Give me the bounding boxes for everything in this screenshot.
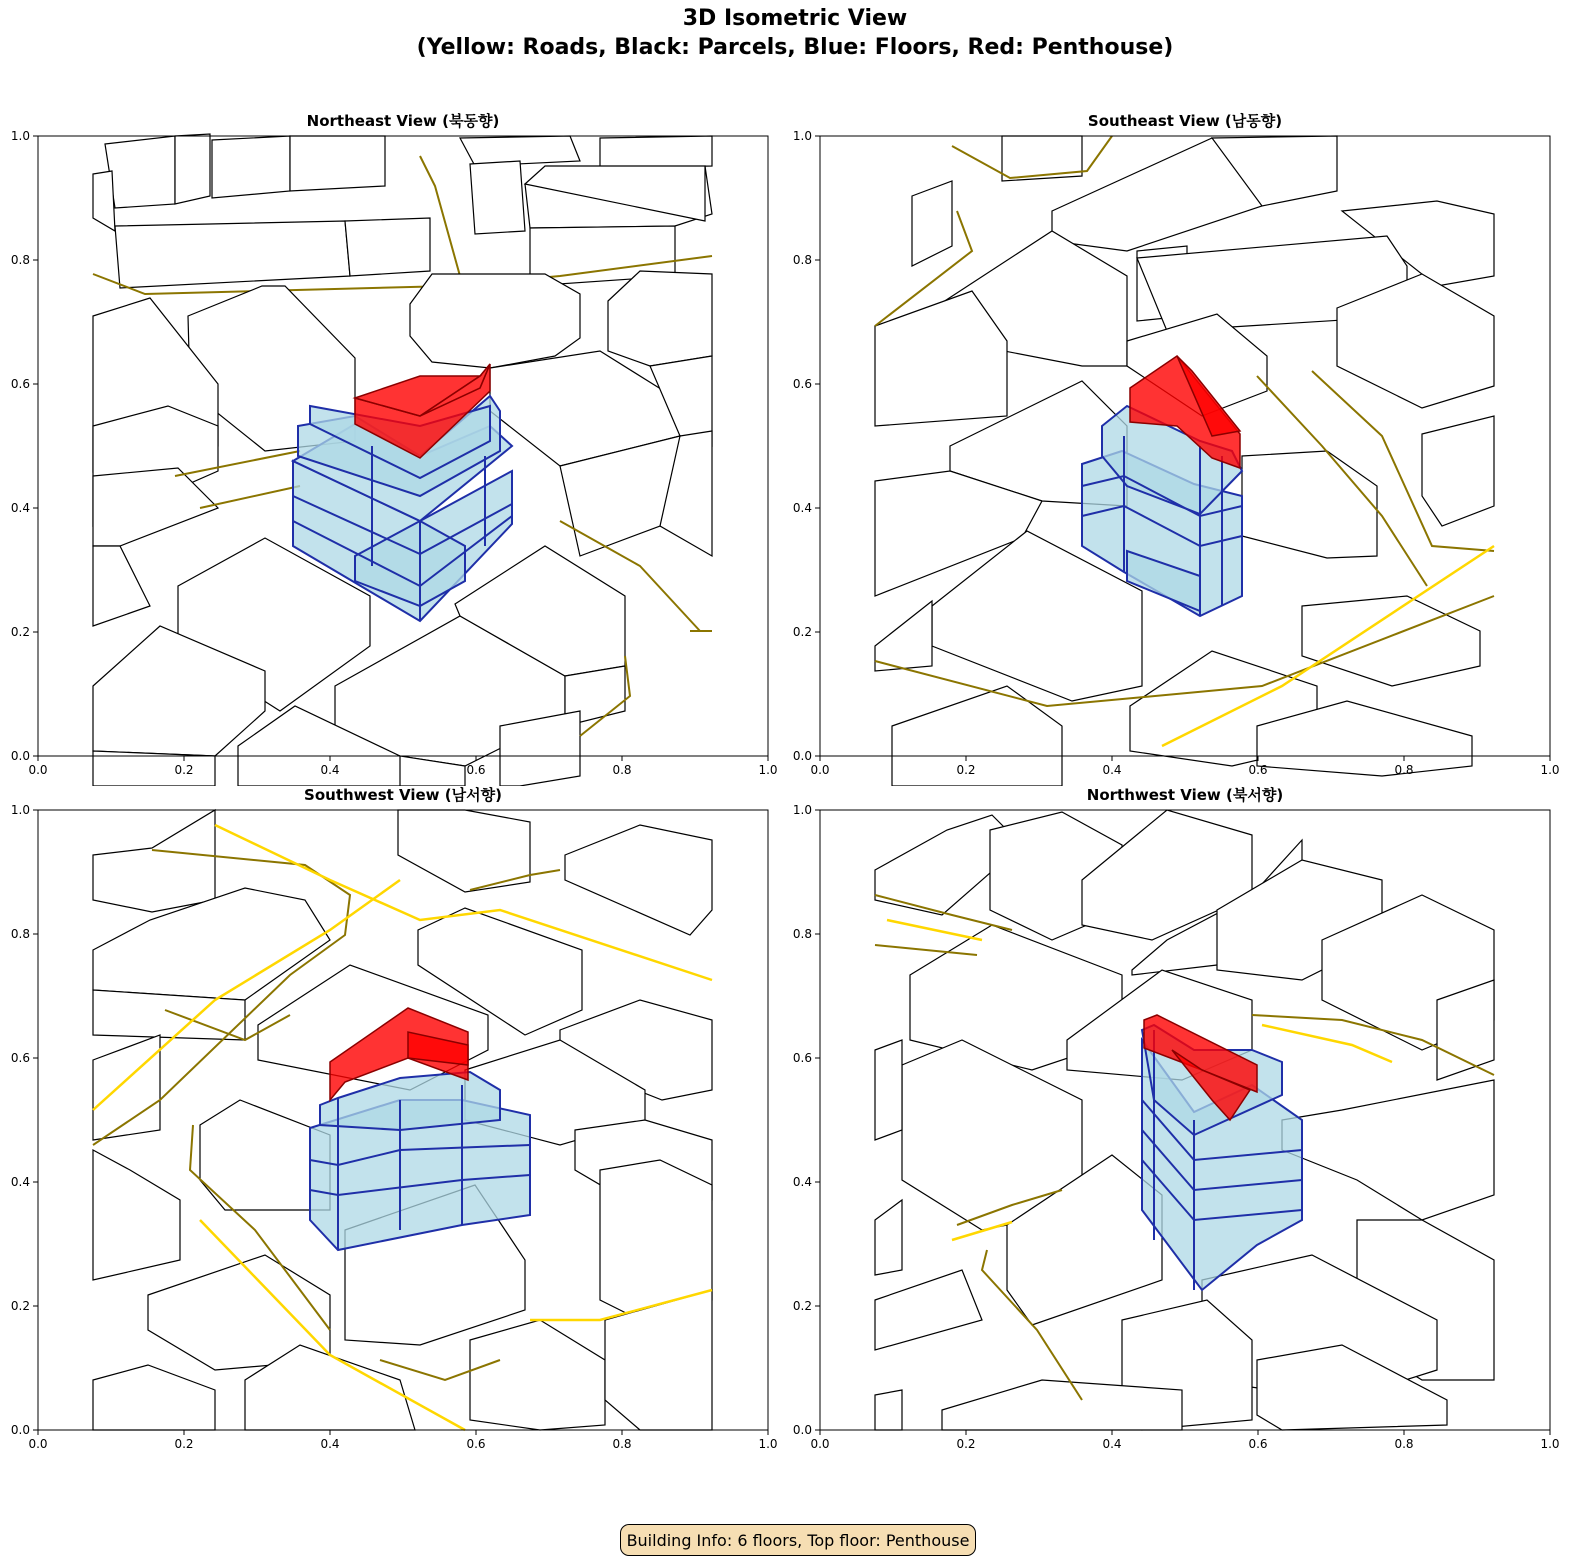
y-tick-label: 1.0	[10, 803, 30, 817]
x-tick-label: 0.4	[1102, 763, 1122, 777]
y-tick-label: 0.4	[10, 1175, 30, 1189]
x-tick-label: 0.4	[1102, 1437, 1122, 1451]
figure-title-line2: (Yellow: Roads, Black: Parcels, Blue: Floors, Red: Penthouse)	[416, 35, 1174, 60]
x-tick-label: 0.4	[320, 1437, 340, 1451]
panel-title-northwest: Northwest View (북서향)	[1086, 786, 1284, 804]
x-tick-label: 0.0	[810, 1437, 830, 1451]
x-tick-label: 1.0	[758, 763, 778, 777]
figure-title-line1: 3D Isometric View	[682, 6, 908, 31]
y-tick-label: 0.0	[10, 749, 30, 763]
y-tick-label: 0.0	[10, 1423, 30, 1437]
x-tick-label: 0.2	[956, 1437, 976, 1451]
panel-northwest	[782, 800, 1562, 1460]
x-tick-label: 1.0	[1540, 1437, 1560, 1451]
y-tick-label: 0.6	[792, 377, 812, 391]
x-tick-label: 0.2	[174, 1437, 194, 1451]
y-tick-label: 1.0	[792, 803, 812, 817]
y-tick-label: 0.4	[792, 1175, 812, 1189]
y-tick-label: 0.8	[792, 253, 812, 267]
x-tick-label: 0.8	[612, 763, 632, 777]
y-tick-label: 1.0	[792, 129, 812, 143]
x-tick-label: 0.0	[810, 763, 830, 777]
figure-title	[0, 4, 1590, 62]
y-tick-label: 0.4	[792, 501, 812, 515]
panel-southeast	[782, 126, 1562, 786]
x-tick-label: 0.2	[174, 763, 194, 777]
x-tick-label: 0.8	[1394, 763, 1414, 777]
x-tick-label: 0.8	[612, 1437, 632, 1451]
x-tick-label: 0.6	[1248, 763, 1268, 777]
y-tick-label: 0.2	[792, 625, 812, 639]
y-tick-label: 1.0	[10, 129, 30, 143]
y-tick-label: 0.0	[792, 1423, 812, 1437]
y-tick-label: 0.8	[10, 927, 30, 941]
x-tick-label: 0.6	[466, 763, 486, 777]
panel-southwest	[0, 800, 780, 1460]
x-tick-label: 0.0	[28, 1437, 48, 1451]
y-tick-label: 0.6	[792, 1051, 812, 1065]
y-tick-label: 0.8	[792, 927, 812, 941]
x-tick-label: 0.8	[1394, 1437, 1414, 1451]
x-tick-label: 1.0	[1540, 763, 1560, 777]
panel-title-northeast: Northeast View (북동향)	[306, 112, 500, 130]
panel-northeast	[0, 126, 780, 786]
x-tick-label: 1.0	[758, 1437, 778, 1451]
x-tick-label: 0.4	[320, 763, 340, 777]
y-tick-labels	[11, 803, 30, 1437]
y-tick-label: 0.6	[10, 377, 30, 391]
y-tick-label: 0.2	[10, 625, 30, 639]
x-tick-label: 0.0	[28, 763, 48, 777]
y-tick-labels	[793, 803, 812, 1437]
y-tick-labels	[793, 129, 812, 763]
x-tick-labels	[28, 1437, 777, 1451]
y-tick-label: 0.4	[10, 501, 30, 515]
y-tick-labels	[11, 129, 30, 763]
panel-title-southwest: Southwest View (남서향)	[304, 786, 502, 804]
x-tick-labels	[810, 1437, 1559, 1451]
panel-title-southeast: Southeast View (남동향)	[1087, 112, 1283, 130]
y-tick-label: 0.0	[792, 749, 812, 763]
y-tick-label: 0.2	[10, 1299, 30, 1313]
y-tick-label: 0.2	[792, 1299, 812, 1313]
building-info-box: Building Info: 6 floors, Top floor: Penthouse	[620, 1524, 976, 1556]
x-tick-label: 0.2	[956, 763, 976, 777]
y-tick-label: 0.8	[10, 253, 30, 267]
y-tick-label: 0.6	[10, 1051, 30, 1065]
x-tick-label: 0.6	[1248, 1437, 1268, 1451]
x-tick-label: 0.6	[466, 1437, 486, 1451]
